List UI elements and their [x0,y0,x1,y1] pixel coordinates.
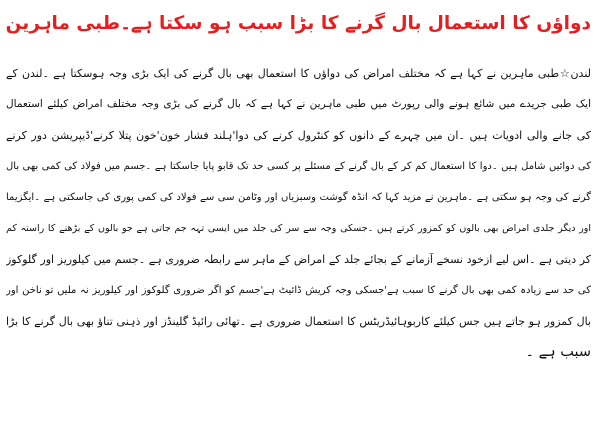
body-line: کی حد سے زیادہ کمی بھی بال گرنے کا سبب ہے'جسکی وجہ کریش ڈائیٹ ہے'جسم کو اگر ضروری گلوکوز اور کیلوریز نہ ملیں تو ناخن اور [6,285,591,296]
body-line: ایک طبی جریدے میں شائع ہونے والی رپورٹ میں طبی ماہرین نے کہا ہے کہ بال گرنے کی بڑی وجہ مختلف امراض کیلئے استعمال [6,98,591,110]
article-body [6,58,591,432]
body-line: سبب ہے ۔ [525,344,591,360]
body-line: کر دیتی ہے ۔اس لیے ازخود نسخے آزمانے کے بجائے جلد کے امراض کے ماہر سے رابطہ ضروری ہے ۔جسم میں کیلوریز اور گلوکوز [6,253,591,266]
body-line: لندن☆طبی ماہرین نے کہا ہے کہ مختلف امراض کی دواؤں کا استعمال بھی بال گرنے کی ایک بڑی وجہ ہوسکتا ہے ۔لندن کے [6,67,591,80]
body-line: اور دیگر جلدی امراض بھی بالوں کو کمزور کرتے ہیں ۔جسکی وجہ سے سر کی جلد میں ایسی تہہ جم جاتی ہے جو بالوں کے بڑھنے کا راستہ کم [6,223,591,234]
body-line: گرنے کی وجہ ہو سکتی ہے ۔ماہرین نے مزید کہا کہ انڈہ گوشت وسبزیاں اور وٹامن سی سے فولاد کی کمی پوری کی جاسکتی ہے ۔ایگزیما [6,192,591,203]
body-line: بال کمزور ہو جاتے ہیں جس کیلئے کاربوہائیڈریٹس کا استعمال ضروری ہے ۔تھائی رائیڈ گلینڈز اور ذہنی تناؤ بھی بال گرنے کا بڑا [6,315,591,328]
body-line: کی جانے والی ادویات ہیں ۔ان میں چہرے کے دانوں کو کنٹرول کرنے کی دوا'ہلند فشار خون'خون پتلا کرنے'ڈیپریشن دور کرنے [6,129,591,142]
body-line: کی دوائیں شامل ہیں ۔دوا کا استعمال کم کر کے بال گرنے کے مسئلے پر کسی حد تک قابو پایا جاسکتا ہے ۔جسم میں فولاد کی کمی بھی بال [6,161,591,172]
article-headline: دواؤں کا استعمال بال گرنے کا بڑا سبب ہو سکتا ہے۔طبی ماہرین [6,13,591,34]
